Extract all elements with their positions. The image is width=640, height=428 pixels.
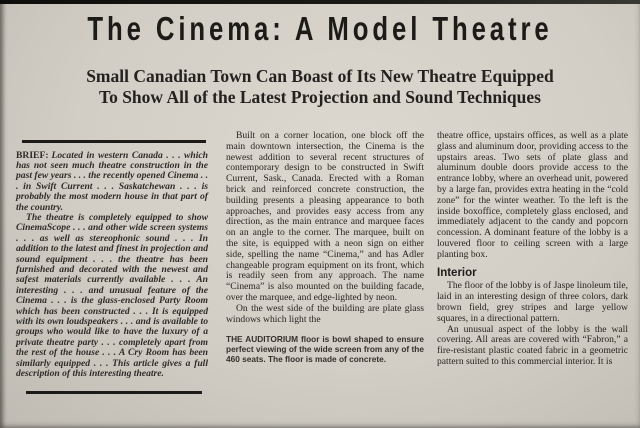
middle-column-text bbox=[226, 131, 424, 325]
right-paragraph-2: The floor of the lobby is of Jaspe linoleum tile, laid in an interesting design of three colors, dark brown field, grey stripes and large yellow squares, in a directional pattern. bbox=[437, 280, 628, 324]
subtitle-line-2: To Show All of the Latest Projection and Sound Techniques bbox=[99, 87, 541, 107]
article-column-middle bbox=[226, 126, 424, 428]
brief-rule-bottom bbox=[26, 391, 202, 394]
right-paragraph-3: An unusual aspect of the lobby is the wall covering. All areas are covered with “Fabron,” a fire-resistant plastic coated fabric in a geometric pattern suited to this commercial interior. It is bbox=[437, 323, 628, 367]
middle-paragraph-1: Built on a corner location, one block off the main downtown intersection, the Cinema is the newest addition to several recent structures of contemporary design to be constructed in Swift Current, Sask., Canada. Erected with a Roman brick and reinforced concrete construction, the building presents a pleasing appearance to both approaches, and provides easy access from any direction, as the main entrance and marquee faces on an angle to the corner. The marquee, built on the site, is equipped with a neon sign on either side, spelling the name “Cinema,” and has Adler changeable program equipment on its front, which is readily seen from any approach. The name “Cinema” is also mounted on the building facade, over the marquee, and edge-lighted by neon. bbox=[226, 130, 424, 303]
auditorium-caption: THE AUDITORIUM floor is bowl shaped to ensure perfect viewing of the wide screen from any of the 460 seats. The floor is made of concrete. bbox=[226, 334, 424, 364]
brief-paragraph-2: The theatre is completely equipped to show CinemaScope . . . and other wide screen systems . . . as well as stereophonic sound . . . In addition to the latest and finest in projection and sound equipment . . . the theatre has been furnished and decorated with the newest and safest materials currently available . . . An interesting . . . and unusual feature of the Cinema . . . is the glass-enclosed Party Room which has been constructed . . . It is equipped with its own loudspeakers . . . and is available to groups who would like to have the luxury of a private theatre party . . . completely apart from the rest of the house . . . A Cry Room has been similarly equipped . . . This article gives a full description of this interesting theatre. bbox=[16, 211, 208, 380]
brief-rule-top bbox=[22, 140, 206, 143]
interior-heading: Interior bbox=[437, 266, 477, 279]
middle-paragraph-2: On the west side of the building are plate glass windows which light the bbox=[226, 302, 424, 325]
brief-column bbox=[16, 126, 208, 428]
brief-paragraph-1-text: Located in western Canada . . . which has not seen much theatre construction in the past few years . . . the recently opened Cinema . . . in Swift Current . . . Saskatchewan . . . is probably the most modern house in that part of the country. bbox=[16, 149, 208, 213]
brief-paragraph-1 bbox=[16, 151, 208, 213]
right-column-text bbox=[437, 131, 628, 368]
scan-edge bbox=[0, 0, 640, 4]
subtitle bbox=[0, 66, 640, 108]
right-paragraph-1: theatre office, upstairs offices, as well as a plate glass and aluminum door, providing access to the upstairs areas. Two sets of plate glass and aluminum double doors provide access to the entrance lobby, where an overhead unit, powered by a large fan, provides extra heating in the “cold zone” for the winter weather. To the left is the inside boxoffice, completely glass enclosed, and immediately adjacent to the candy and popcorn concession. A dominant feature of the lobby is a louvered floor to ceiling screen with a large planting box. bbox=[437, 130, 628, 260]
brief-label: BRIEF: bbox=[16, 149, 49, 161]
brief-text bbox=[16, 151, 208, 380]
page-title: The Cinema: A Model Theatre bbox=[87, 10, 553, 47]
article-column-right bbox=[437, 126, 628, 428]
subtitle-line-1: Small Canadian Town Can Boast of Its New Theatre Equipped bbox=[86, 66, 554, 86]
article-columns bbox=[16, 126, 628, 428]
